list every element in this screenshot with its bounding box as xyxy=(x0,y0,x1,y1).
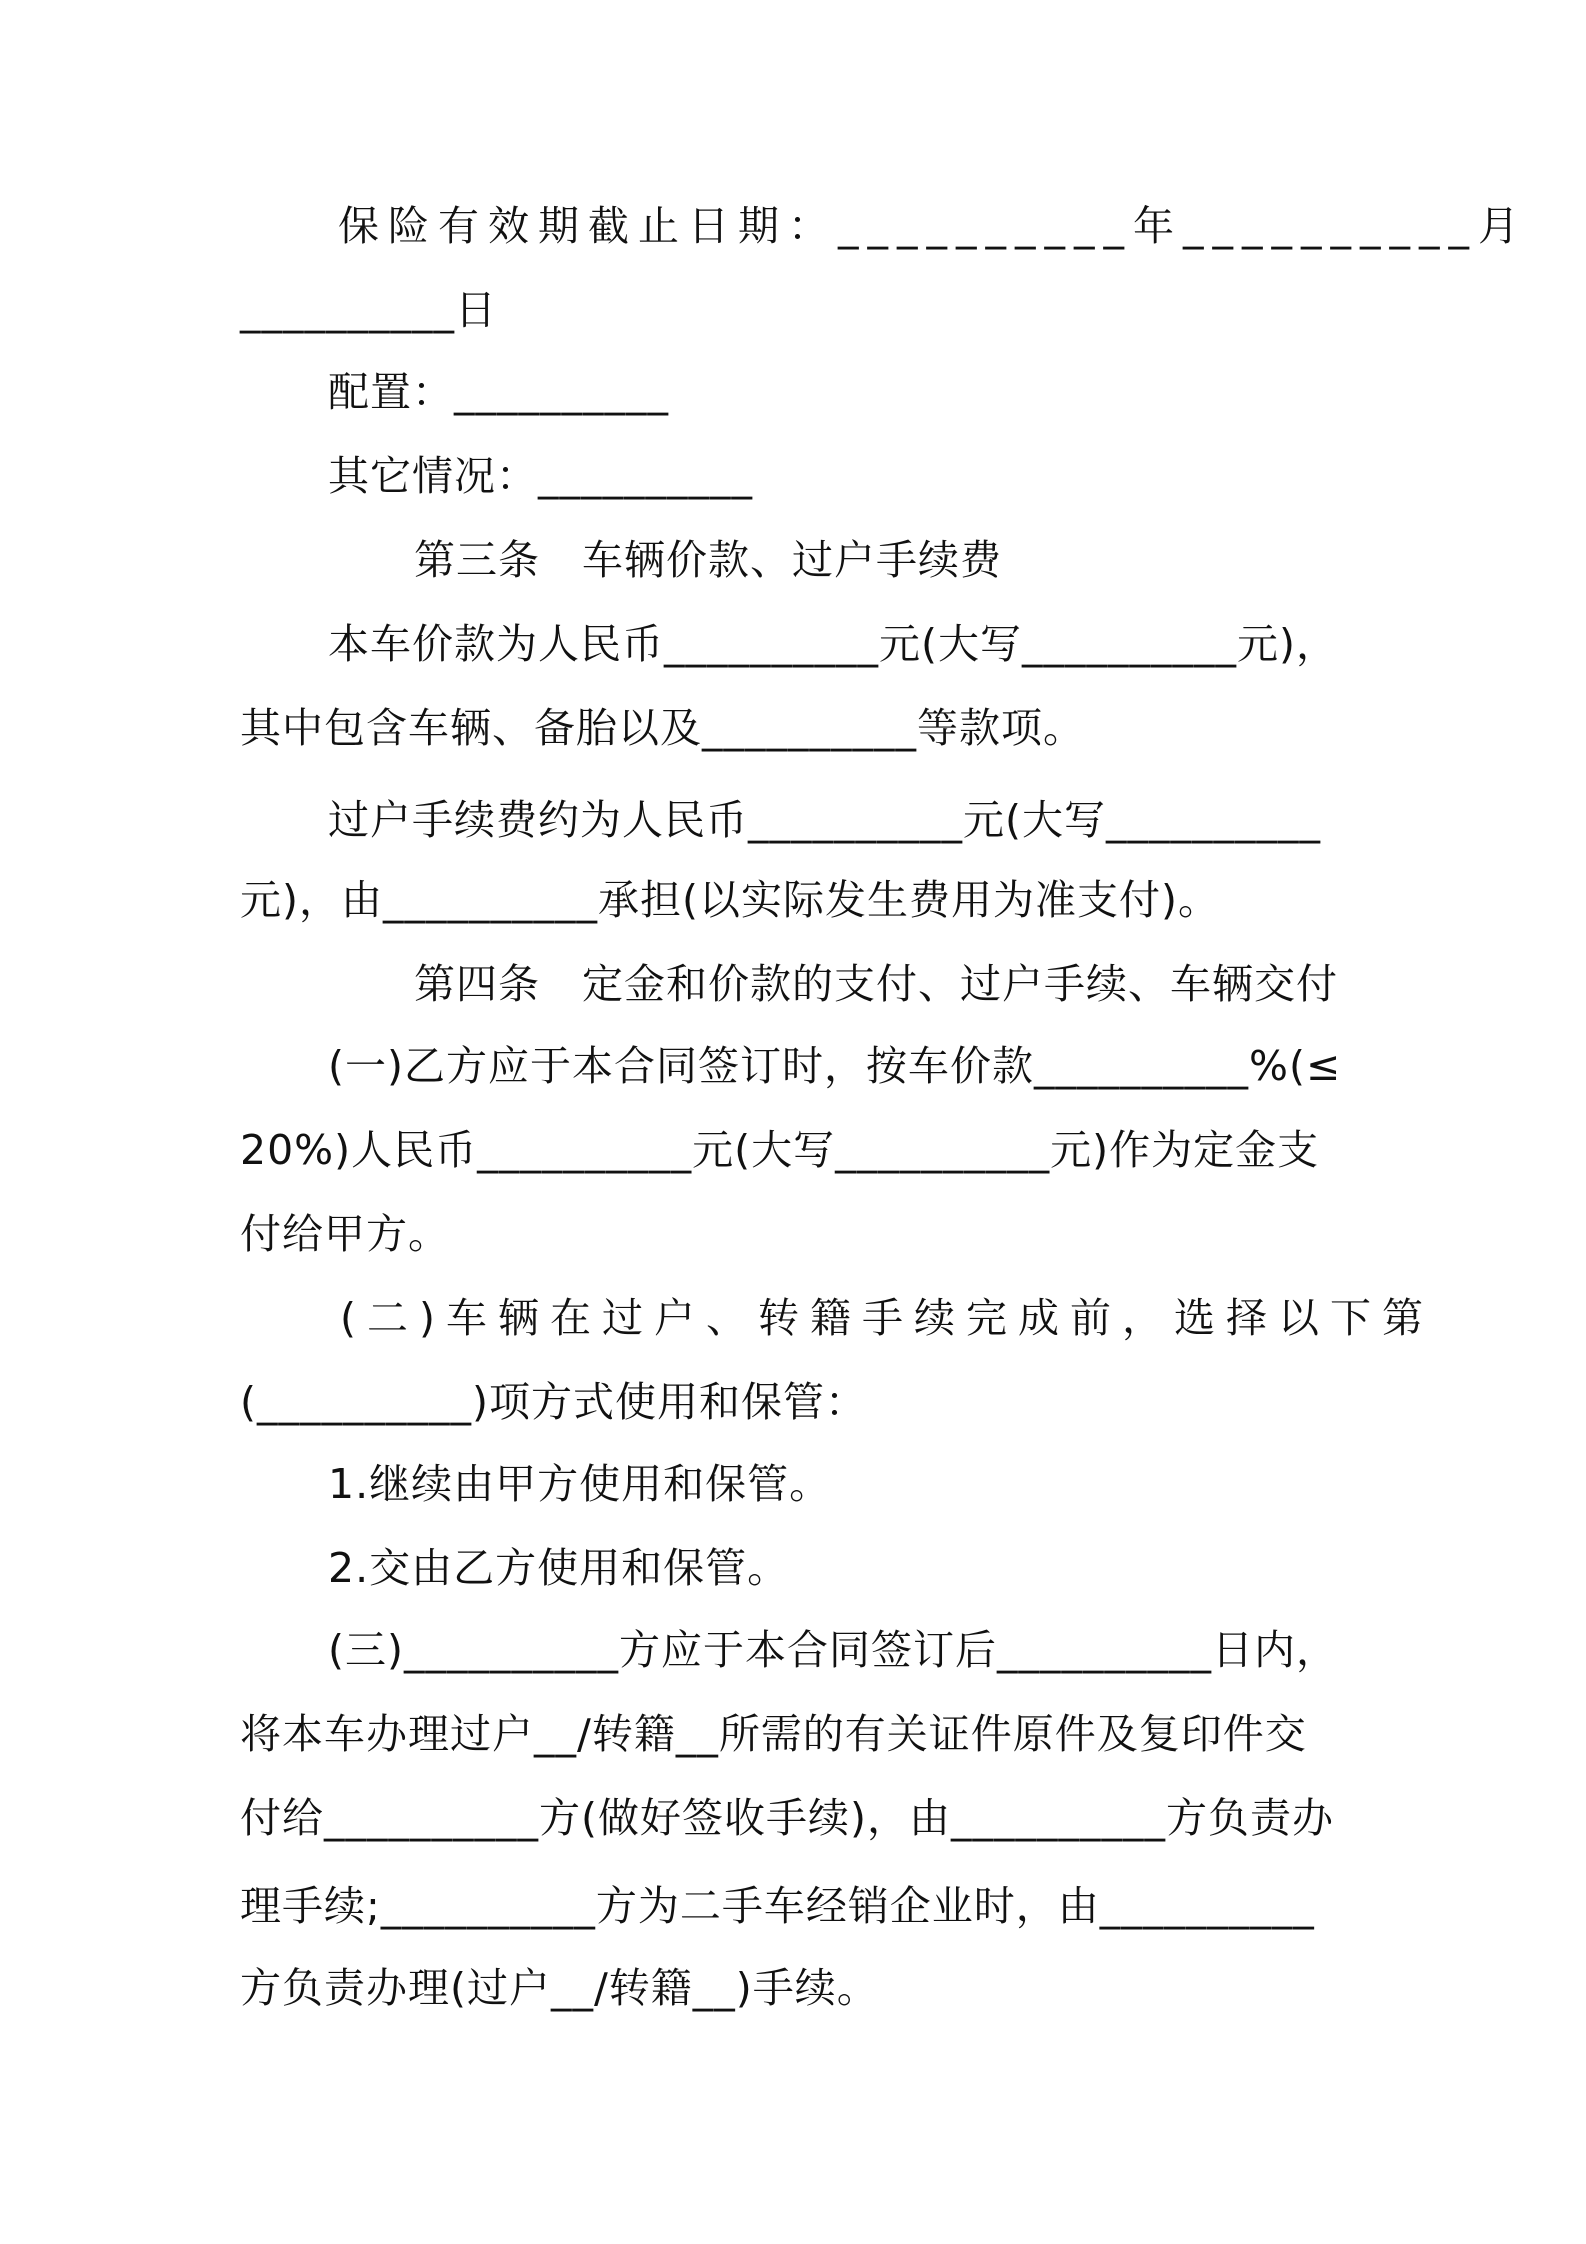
documents-line-1: (三)__________方应于本合同签订后__________日内， xyxy=(328,1626,1338,1674)
price-line-2: 其中包含车辆、备胎以及__________等款项。 xyxy=(240,704,1085,752)
documents-line-2: 将本车办理过户__/转籍__所需的有关证件原件及复印件交 xyxy=(240,1710,1307,1758)
custody-option-1: 1.继续由甲方使用和保管。 xyxy=(328,1460,832,1508)
insurance-expiry-line: 保险有效期截止日期：__________年__________月 xyxy=(338,202,1528,250)
documents-line-4: 理手续;__________方为二手车经销企业时，由__________ xyxy=(240,1882,1315,1930)
transfer-fee-line-1: 过户手续费约为人民币__________元(大写__________ xyxy=(328,796,1321,844)
transfer-fee-line-2: 元)，由__________承担(以实际发生费用为准支付)。 xyxy=(240,876,1220,924)
custody-line-2: (__________)项方式使用和保管： xyxy=(240,1378,867,1426)
custody-line-1: (二)车辆在过户、转籍手续完成前，选择以下第 xyxy=(340,1294,1434,1342)
other-situation-line: 其它情况：__________ xyxy=(328,452,753,500)
deposit-line-2: 20%)人民币__________元(大写__________元)作为定金支 xyxy=(240,1126,1320,1174)
deposit-line-3: 付给甲方。 xyxy=(240,1210,450,1258)
configuration-line: 配置：__________ xyxy=(328,368,669,416)
documents-line-3: 付给__________方(做好签收手续)，由__________方负责办 xyxy=(240,1794,1334,1842)
article-four-heading: 第四条 定金和价款的支付、过户手续、车辆交付 xyxy=(414,960,1338,1008)
custody-option-2: 2.交由乙方使用和保管。 xyxy=(328,1544,790,1592)
deposit-line-1: (一)乙方应于本合同签订时，按车价款__________%(≤ xyxy=(328,1042,1342,1090)
price-line-1: 本车价款为人民币__________元(大写__________元)， xyxy=(328,620,1338,668)
documents-line-5: 方负责办理(过户__/转籍__)手续。 xyxy=(240,1964,879,2012)
insurance-expiry-day-line: __________日 xyxy=(240,286,497,334)
article-three-heading: 第三条 车辆价款、过户手续费 xyxy=(414,536,1002,584)
